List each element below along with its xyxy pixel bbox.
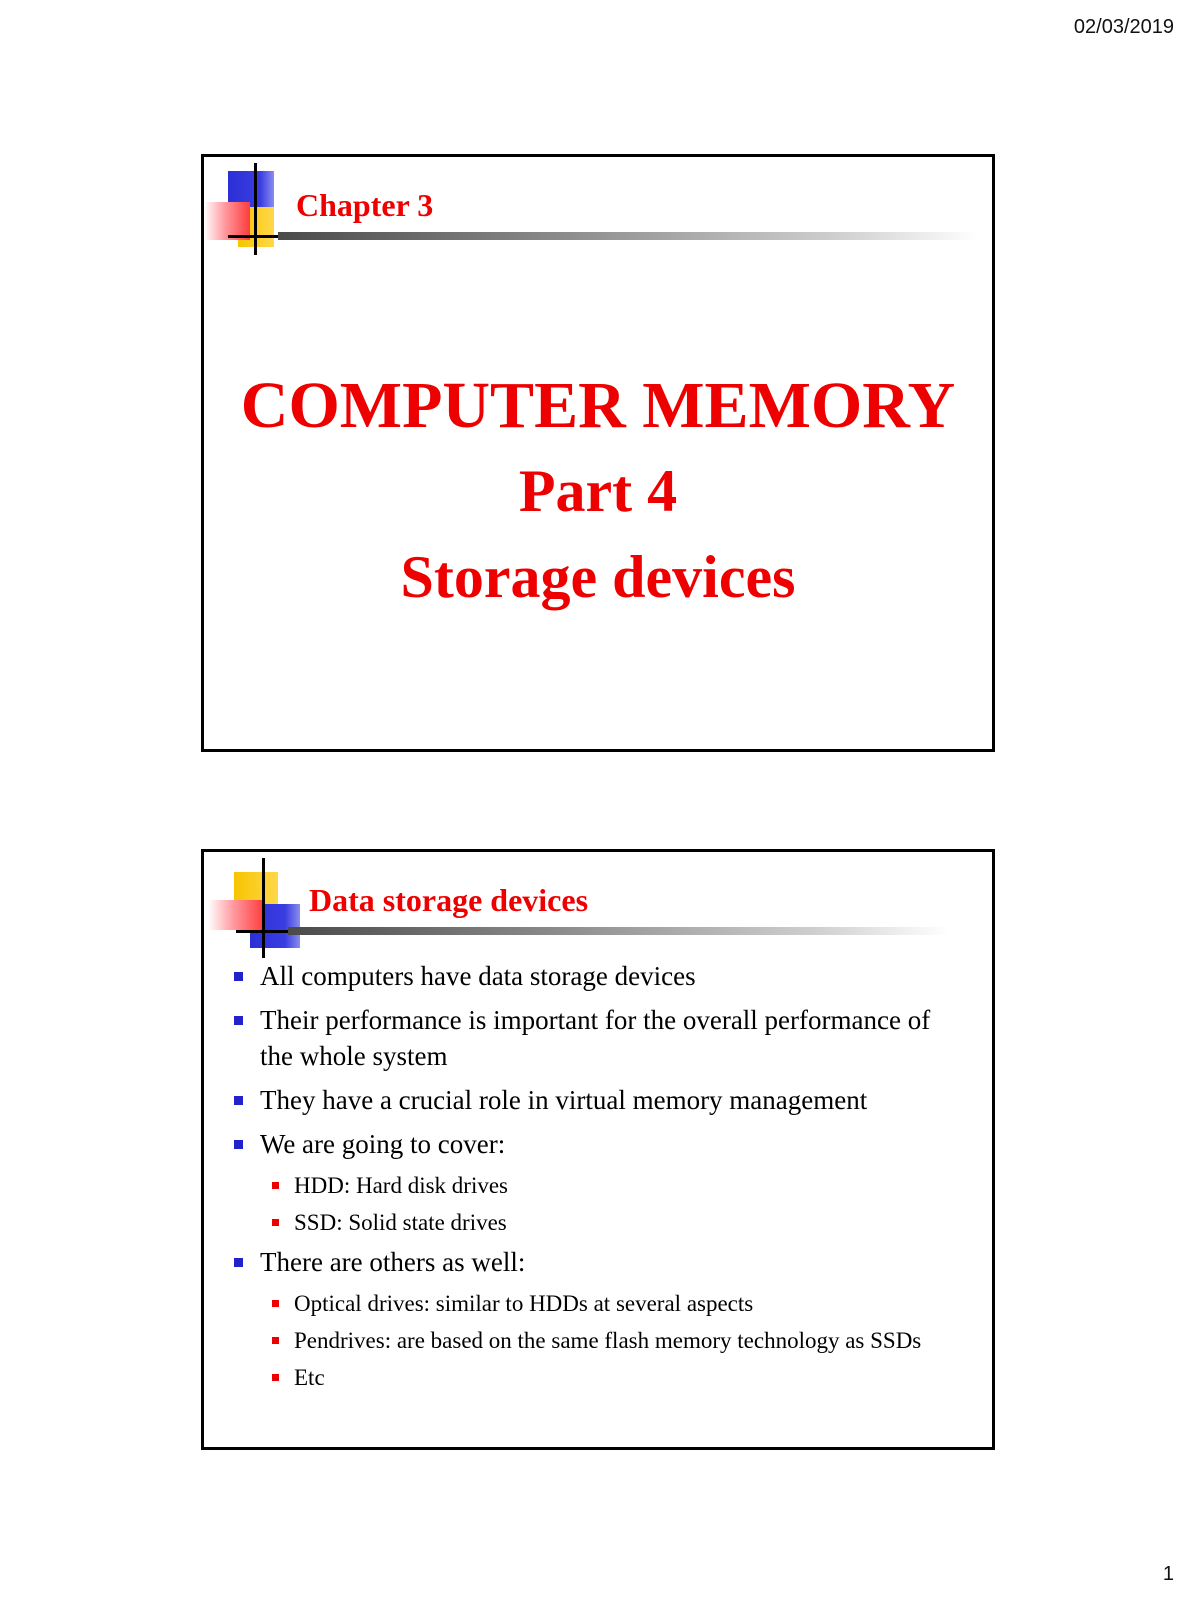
slide-title — [201, 154, 995, 752]
sub-bullet-item: HDD: Hard disk drives — [230, 1170, 962, 1201]
sub-bullet-item: Optical drives: similar to HDDs at several aspects — [230, 1288, 962, 1319]
bullet-item: We are going to cover: — [230, 1126, 962, 1162]
slide-logo-decoration — [204, 157, 304, 257]
bullet-item: All computers have data storage devices — [230, 958, 962, 994]
sub-bullet-item: Pendrives: are based on the same flash memory technology as SSDs — [230, 1325, 962, 1356]
slide-data-storage — [201, 849, 995, 1450]
title-line-2: Part 4 — [518, 458, 678, 524]
bullet-item: There are others as well: — [230, 1244, 962, 1280]
title-line-3: Storage devices — [400, 544, 796, 610]
page-date: 02/03/2019 — [1073, 16, 1174, 38]
page-number: 1 — [1162, 1563, 1174, 1585]
slide-heading: Data storage devices — [309, 882, 589, 918]
sub-bullet-item: Etc — [230, 1362, 962, 1393]
bullet-item: They have a crucial role in virtual memory management — [230, 1082, 962, 1118]
bullet-item: Their performance is important for the overall performance of the whole system — [230, 1002, 962, 1074]
slide-logo-decoration — [208, 858, 308, 958]
slide-main-title — [204, 369, 992, 615]
bullet-list — [230, 958, 962, 1399]
chapter-label: Chapter 3 — [296, 187, 434, 223]
title-line-1: COMPUTER MEMORY — [240, 369, 956, 442]
sub-bullet-item: SSD: Solid state drives — [230, 1207, 962, 1238]
title-underline — [278, 232, 978, 240]
title-underline — [288, 927, 948, 935]
